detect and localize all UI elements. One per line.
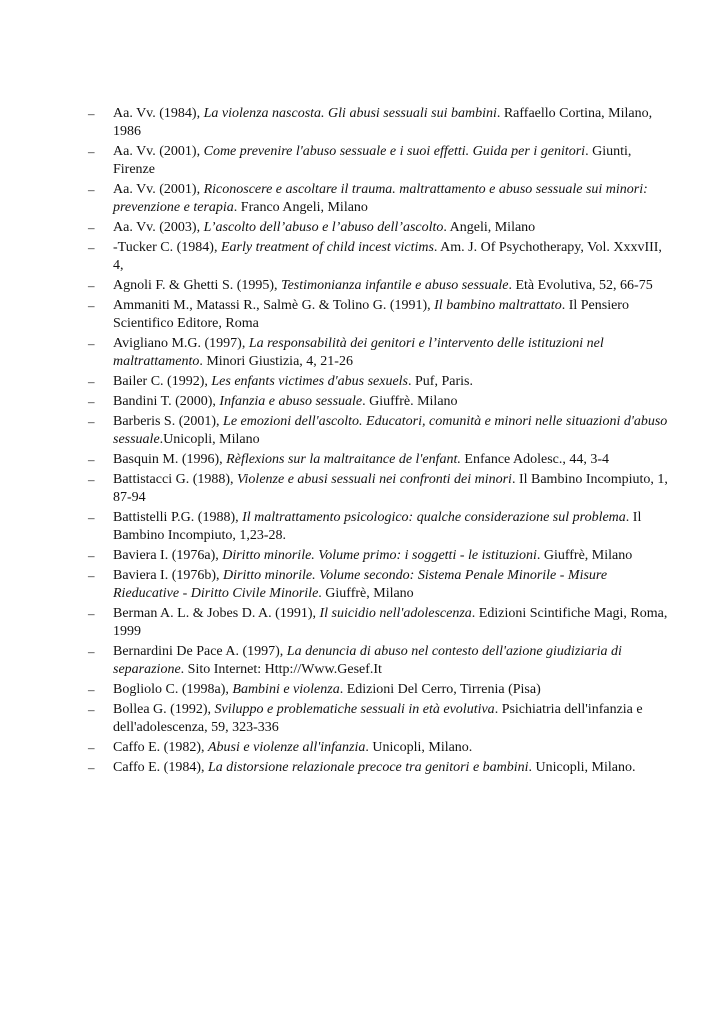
bibliography-entry <box>88 373 668 391</box>
bibliography-entry <box>88 181 668 217</box>
list-dash-marker: – <box>88 240 95 255</box>
entry-author-year: Bailer C. (1992), <box>113 374 212 389</box>
list-dash-marker: – <box>88 394 95 409</box>
entry-author-year: Caffo E. (1984), <box>113 760 208 775</box>
entry-text <box>113 393 668 411</box>
entry-text <box>113 181 668 217</box>
entry-author-year: Aa. Vv. (2003), <box>113 220 204 235</box>
bibliography-entry <box>88 335 668 371</box>
bibliography-entry <box>88 143 668 179</box>
entry-title: Early treatment of child incest victims <box>220 240 434 255</box>
entry-author-year: Berman A. L. & Jobes D. A. (1991), <box>113 606 320 621</box>
entry-text <box>113 547 668 565</box>
list-dash-marker: – <box>88 298 95 313</box>
entry-author-year: Basquin M. (1996), <box>113 452 227 467</box>
list-dash-marker: – <box>88 682 95 697</box>
entry-publisher: . Età Evolutiva, 52, 66-75 <box>508 278 653 293</box>
entry-text <box>113 681 668 699</box>
entry-title: Il maltrattamento psicologico: qualche considerazione sul problema <box>242 510 626 525</box>
bibliography-entry <box>88 547 668 565</box>
entry-text <box>113 605 668 641</box>
bibliography-entry <box>88 393 668 411</box>
entry-title: Diritto minorile. Volume secondo: Sistema Penale Minorile - Misure Rieducative - Diritto Civile Minorile <box>113 568 608 601</box>
entry-publisher: . Il Pensiero Scientifico Editore, Roma <box>113 298 629 331</box>
bibliography-entry <box>88 239 668 275</box>
entry-publisher: . Unicopli, Milano. <box>528 760 636 775</box>
entry-title: La denuncia di abuso nel contesto dell'azione giudiziaria di separazione <box>113 644 622 677</box>
entry-title: Les enfants victimes d'abus sexuels <box>211 374 409 389</box>
entry-text <box>113 471 668 507</box>
bibliography-entry <box>88 413 668 449</box>
list-dash-marker: – <box>88 144 95 159</box>
entry-title: Il suicidio nell'adolescenza <box>319 606 472 621</box>
entry-publisher: . Psichiatria dell'infanzia e dell'adolescenza, 59, 323-336 <box>113 702 643 735</box>
entry-publisher: . Minori Giustizia, 4, 21-26 <box>199 354 353 369</box>
entry-title: La responsabilità dei genitori e l’intervento delle istituzioni nel maltrattamento <box>113 336 604 369</box>
entry-publisher: . Giunti, Firenze <box>113 144 632 177</box>
entry-publisher: . Il Bambino Incompiuto, 1, 87-94 <box>113 472 668 505</box>
entry-text <box>113 297 668 333</box>
bibliography-entry <box>88 681 668 699</box>
list-dash-marker: – <box>88 472 95 487</box>
entry-author-year: Battistacci G. (1988), <box>113 472 238 487</box>
entry-text <box>113 277 668 295</box>
entry-text <box>113 701 668 737</box>
entry-author-year: Barberis S. (2001), <box>113 414 224 429</box>
entry-author-year: Battistelli P.G. (1988), <box>113 510 243 525</box>
bibliography-entry <box>88 277 668 295</box>
entry-author-year: Bandini T. (2000), <box>113 394 220 409</box>
list-dash-marker: – <box>88 740 95 755</box>
entry-author-year: Ammaniti M., Matassi R., Salmè G. & Tolino G. (1991), <box>113 298 435 313</box>
bibliography-entry <box>88 605 668 641</box>
list-dash-marker: – <box>88 606 95 621</box>
entry-text <box>113 239 668 275</box>
list-dash-marker: – <box>88 220 95 235</box>
entry-text <box>113 219 668 237</box>
entry-publisher: . Sito Internet: Http://Www.Gesef.It <box>180 662 382 677</box>
list-dash-marker: – <box>88 548 95 563</box>
bibliography-entry <box>88 643 668 679</box>
list-dash-marker: – <box>88 760 95 775</box>
entry-publisher: . Edizioni Scintifiche Magi, Roma, 1999 <box>113 606 668 639</box>
entry-author-year: -Tucker C. (1984), <box>113 240 221 255</box>
entry-text <box>113 105 668 141</box>
list-dash-marker: – <box>88 452 95 467</box>
list-dash-marker: – <box>88 414 95 429</box>
bibliography-entry <box>88 471 668 507</box>
entry-title: Diritto minorile. Volume primo: i soggetti - le istituzioni <box>222 548 537 563</box>
list-dash-marker: – <box>88 106 95 121</box>
list-dash-marker: – <box>88 702 95 717</box>
entry-publisher: . Am. J. Of Psychotherapy, Vol. XxxvIII, 4, <box>113 240 662 273</box>
entry-publisher: .Unicopli, Milano <box>159 432 260 447</box>
entry-title: La distorsione relazionale precoce tra genitori e bambini <box>208 760 529 775</box>
entry-publisher: . Raffaello Cortina, Milano, 1986 <box>113 106 653 139</box>
entry-author-year: Baviera I. (1976b), <box>113 568 224 583</box>
entry-author-year: Baviera I. (1976a), <box>113 548 223 563</box>
entry-author-year: Caffo E. (1982), <box>113 740 208 755</box>
bibliography-entry <box>88 219 668 237</box>
list-dash-marker: – <box>88 182 95 197</box>
entry-title: L’ascolto dell’abuso e l’abuso dell’ascolto <box>203 220 444 235</box>
entry-title: Riconoscere e ascoltare il trauma. maltrattamento e abuso sessuale sui minori: prevenzione e terapia <box>113 182 648 215</box>
bibliography-entry <box>88 297 668 333</box>
entry-text <box>113 335 668 371</box>
entry-author-year: Bernardini De Pace A. (1997), <box>113 644 287 659</box>
entry-publisher: . Giuffrè. Milano <box>362 394 458 409</box>
entry-author-year: Avigliano M.G. (1997), <box>113 336 249 351</box>
entry-text <box>113 373 668 391</box>
entry-publisher: . Puf, Paris. <box>408 374 473 389</box>
entry-text <box>113 739 668 757</box>
entry-title: La violenza nascosta. Gli abusi sessuali sui bambini <box>203 106 497 121</box>
entry-text <box>113 509 668 545</box>
entry-title: Il bambino maltrattato <box>434 298 562 313</box>
entry-author-year: Aa. Vv. (2001), <box>113 144 204 159</box>
entry-text <box>113 451 668 469</box>
entry-text <box>113 567 668 603</box>
bibliography-entry <box>88 567 668 603</box>
entry-author-year: Agnoli F. & Ghetti S. (1995), <box>113 278 282 293</box>
entry-author-year: Aa. Vv. (2001), <box>113 182 204 197</box>
bibliography-entry <box>88 759 668 777</box>
entry-publisher: Enfance Adolesc., 44, 3-4 <box>460 452 610 467</box>
bibliography-entry <box>88 701 668 737</box>
entry-title: Testimonianza infantile e abuso sessuale <box>281 278 509 293</box>
entry-text <box>113 759 668 777</box>
entry-title: Rèflexions sur la maltraitance de l'enfant. <box>226 452 461 467</box>
bibliography-list <box>88 105 668 779</box>
list-dash-marker: – <box>88 568 95 583</box>
entry-publisher: . Franco Angeli, Milano <box>233 200 368 215</box>
list-dash-marker: – <box>88 336 95 351</box>
entry-publisher: . Edizioni Del Cerro, Tirrenia (Pisa) <box>339 682 541 697</box>
entry-author-year: Bogliolo C. (1998a), <box>113 682 233 697</box>
bibliography-entry <box>88 739 668 757</box>
entry-title: Sviluppo e problematiche sessuali in età evolutiva <box>214 702 495 717</box>
entry-title: Abusi e violenze all'infanzia <box>208 740 366 755</box>
entry-publisher: . Angeli, Milano <box>443 220 536 235</box>
entry-author-year: Aa. Vv. (1984), <box>113 106 204 121</box>
entry-title: Le emozioni dell'ascolto. Educatori, comunità e minori nelle situazioni d'abuso sessuale <box>113 414 668 447</box>
list-dash-marker: – <box>88 644 95 659</box>
bibliography-entry <box>88 105 668 141</box>
entry-publisher: . Giuffrè, Milano <box>536 548 633 563</box>
list-dash-marker: – <box>88 510 95 525</box>
entry-publisher: . Il Bambino Incompiuto, 1,23-28. <box>113 510 642 543</box>
entry-title: Violenze e abusi sessuali nei confronti dei minori <box>237 472 512 487</box>
entry-text <box>113 643 668 679</box>
list-dash-marker: – <box>88 374 95 389</box>
entry-text <box>113 143 668 179</box>
entry-text <box>113 413 668 449</box>
bibliography-entry <box>88 451 668 469</box>
list-dash-marker: – <box>88 278 95 293</box>
entry-publisher: . Unicopli, Milano. <box>365 740 473 755</box>
entry-title: Bambini e violenza <box>232 682 340 697</box>
entry-author-year: Bollea G. (1992), <box>113 702 215 717</box>
bibliography-entry <box>88 509 668 545</box>
entry-publisher: . Giuffrè, Milano <box>318 586 414 601</box>
entry-title: Infanzia e abuso sessuale <box>219 394 363 409</box>
entry-title: Come prevenire l'abuso sessuale e i suoi effetti. Guida per i genitori <box>203 144 586 159</box>
